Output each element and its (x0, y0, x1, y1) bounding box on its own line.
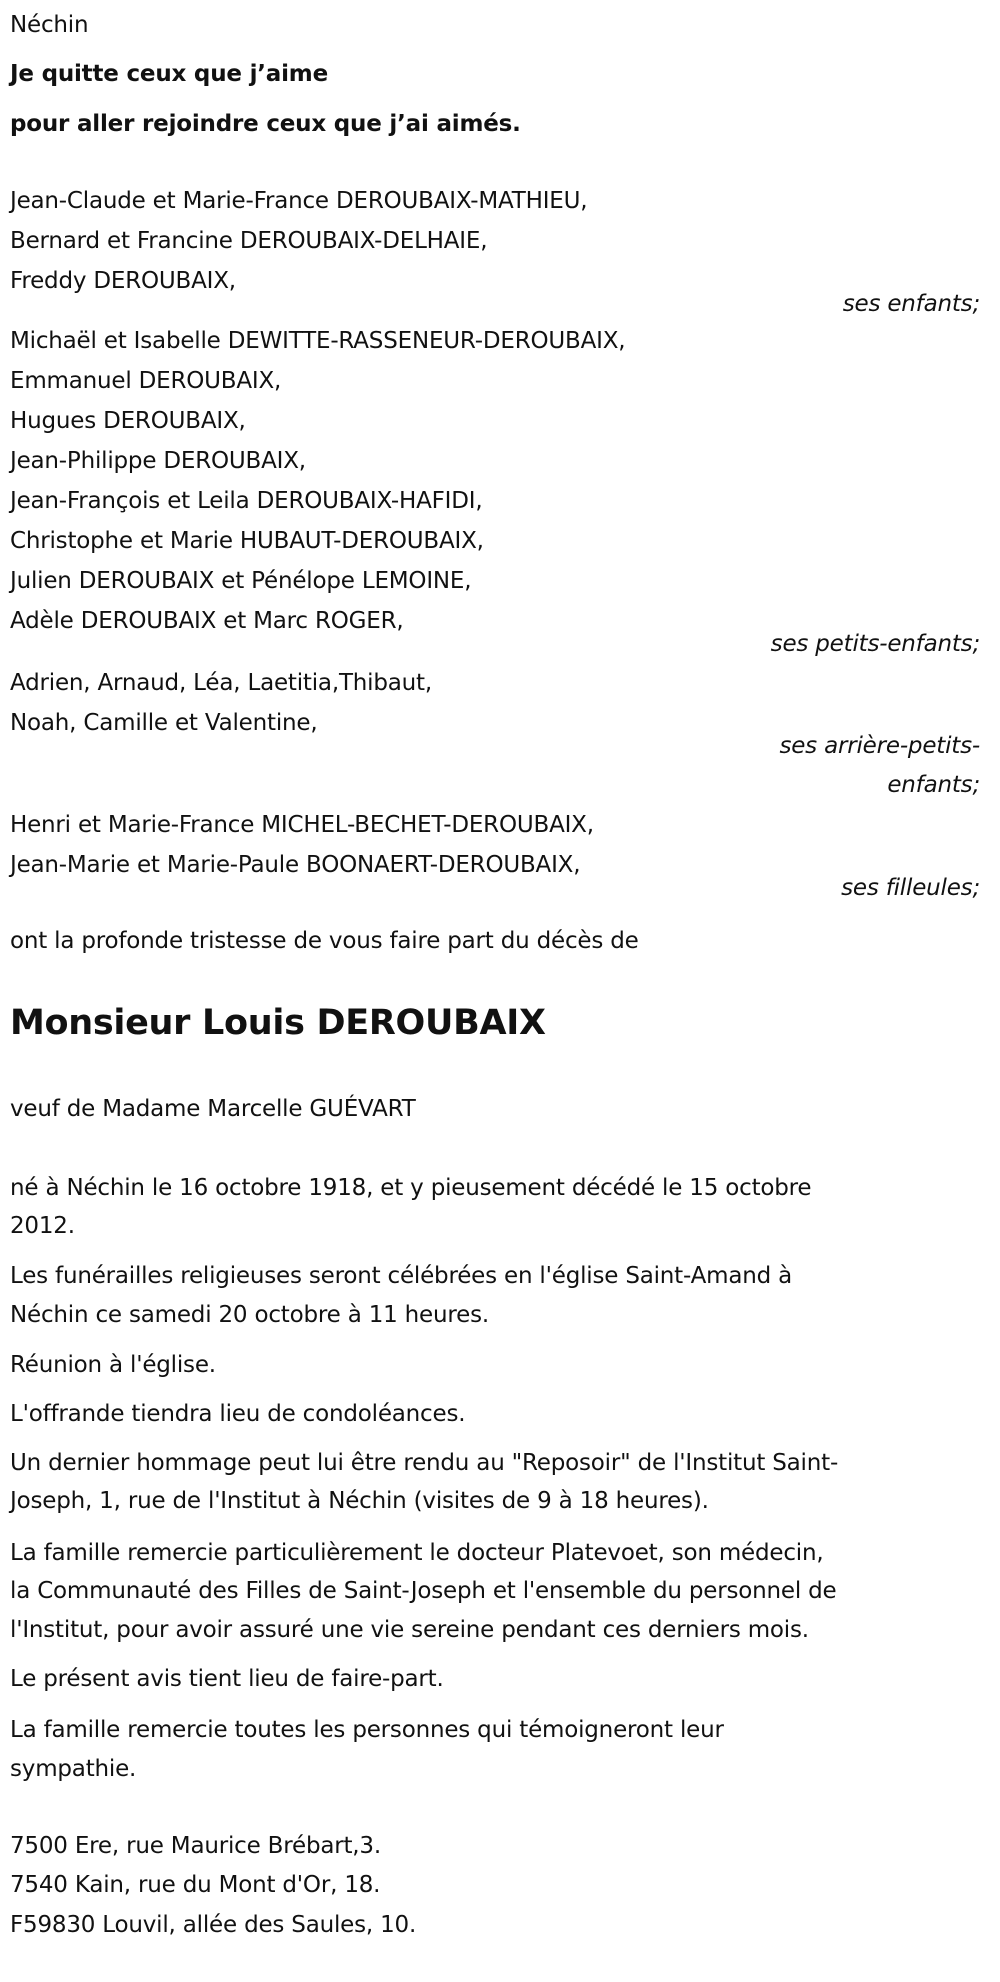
family-name: Freddy DEROUBAIX, (10, 268, 236, 294)
quote-line-1: Je quitte ceux que j’aime (10, 61, 328, 87)
family-name: Julien DEROUBAIX et Pénélope LEMOINE, (10, 568, 472, 594)
birth-death-line: 2012. (10, 1213, 75, 1239)
offering-line: L'offrande tiendra lieu de condoléances. (10, 1401, 466, 1427)
birth-death-line: né à Néchin le 16 octobre 1918, et y pieusement décédé le 15 octobre (10, 1175, 812, 1201)
family-name: Henri et Marie-France MICHEL-BECHET-DEROUBAIX, (10, 812, 594, 838)
family-name: Bernard et Francine DEROUBAIX-DELHAIE, (10, 228, 488, 254)
family-name: Adrien, Arnaud, Léa, Laetitia,Thibaut, (10, 670, 432, 696)
thanks-staff-line: l'Institut, pour avoir assuré une vie sereine pendant ces derniers mois. (10, 1617, 809, 1643)
notice-line: Le présent avis tient lieu de faire-part. (10, 1666, 444, 1692)
tribute-line: Joseph, 1, rue de l'Institut à Néchin (visites de 9 à 18 heures). (10, 1488, 709, 1514)
place-name: Néchin (10, 12, 89, 38)
family-name: Adèle DEROUBAIX et Marc ROGER, (10, 608, 404, 634)
thanks-all-line: La famille remercie toutes les personnes qui témoigneront leur (10, 1717, 724, 1743)
family-name: Jean-Philippe DEROUBAIX, (10, 448, 306, 474)
quote-line-2: pour aller rejoindre ceux que j’ai aimés. (10, 111, 521, 137)
funeral-line: Les funérailles religieuses seront célébrées en l'église Saint-Amand à (10, 1263, 793, 1289)
funeral-line: Néchin ce samedi 20 octobre à 11 heures. (10, 1302, 489, 1328)
relation-label: ses petits-enfants; (770, 631, 980, 657)
thanks-all-line: sympathie. (10, 1756, 137, 1782)
relation-label: enfants; (887, 772, 980, 798)
family-name: Jean-François et Leila DEROUBAIX-HAFIDI, (10, 488, 483, 514)
announcement-intro: ont la profonde tristesse de vous faire part du décès de (10, 928, 639, 954)
address-line: 7540 Kain, rue du Mont d'Or, 18. (10, 1872, 381, 1898)
relation-label: ses filleules; (841, 875, 980, 901)
family-name: Hugues DEROUBAIX, (10, 408, 246, 434)
thanks-staff-line: La famille remercie particulièrement le docteur Platevoet, son médecin, (10, 1540, 824, 1566)
family-name: Emmanuel DEROUBAIX, (10, 368, 282, 394)
family-name: Noah, Camille et Valentine, (10, 710, 318, 736)
thanks-staff-line: la Communauté des Filles de Saint-Joseph et l'ensemble du personnel de (10, 1578, 837, 1604)
tribute-line: Un dernier hommage peut lui être rendu au "Reposoir" de l'Institut Saint- (10, 1450, 839, 1476)
widower-line: veuf de Madame Marcelle GUÉVART (10, 1096, 416, 1122)
family-name: Michaël et Isabelle DEWITTE-RASSENEUR-DEROUBAIX, (10, 328, 626, 354)
family-name: Jean-Claude et Marie-France DEROUBAIX-MATHIEU, (10, 188, 588, 214)
deceased-name: Monsieur Louis DEROUBAIX (10, 1003, 546, 1043)
relation-label: ses arrière-petits- (779, 733, 980, 759)
address-line: F59830 Louvil, allée des Saules, 10. (10, 1912, 417, 1938)
address-line: 7500 Ere, rue Maurice Brébart,3. (10, 1833, 381, 1859)
meeting-line: Réunion à l'église. (10, 1352, 216, 1378)
relation-label: ses enfants; (842, 291, 980, 317)
family-name: Christophe et Marie HUBAUT-DEROUBAIX, (10, 528, 484, 554)
family-name: Jean-Marie et Marie-Paule BOONAERT-DEROUBAIX, (10, 852, 581, 878)
